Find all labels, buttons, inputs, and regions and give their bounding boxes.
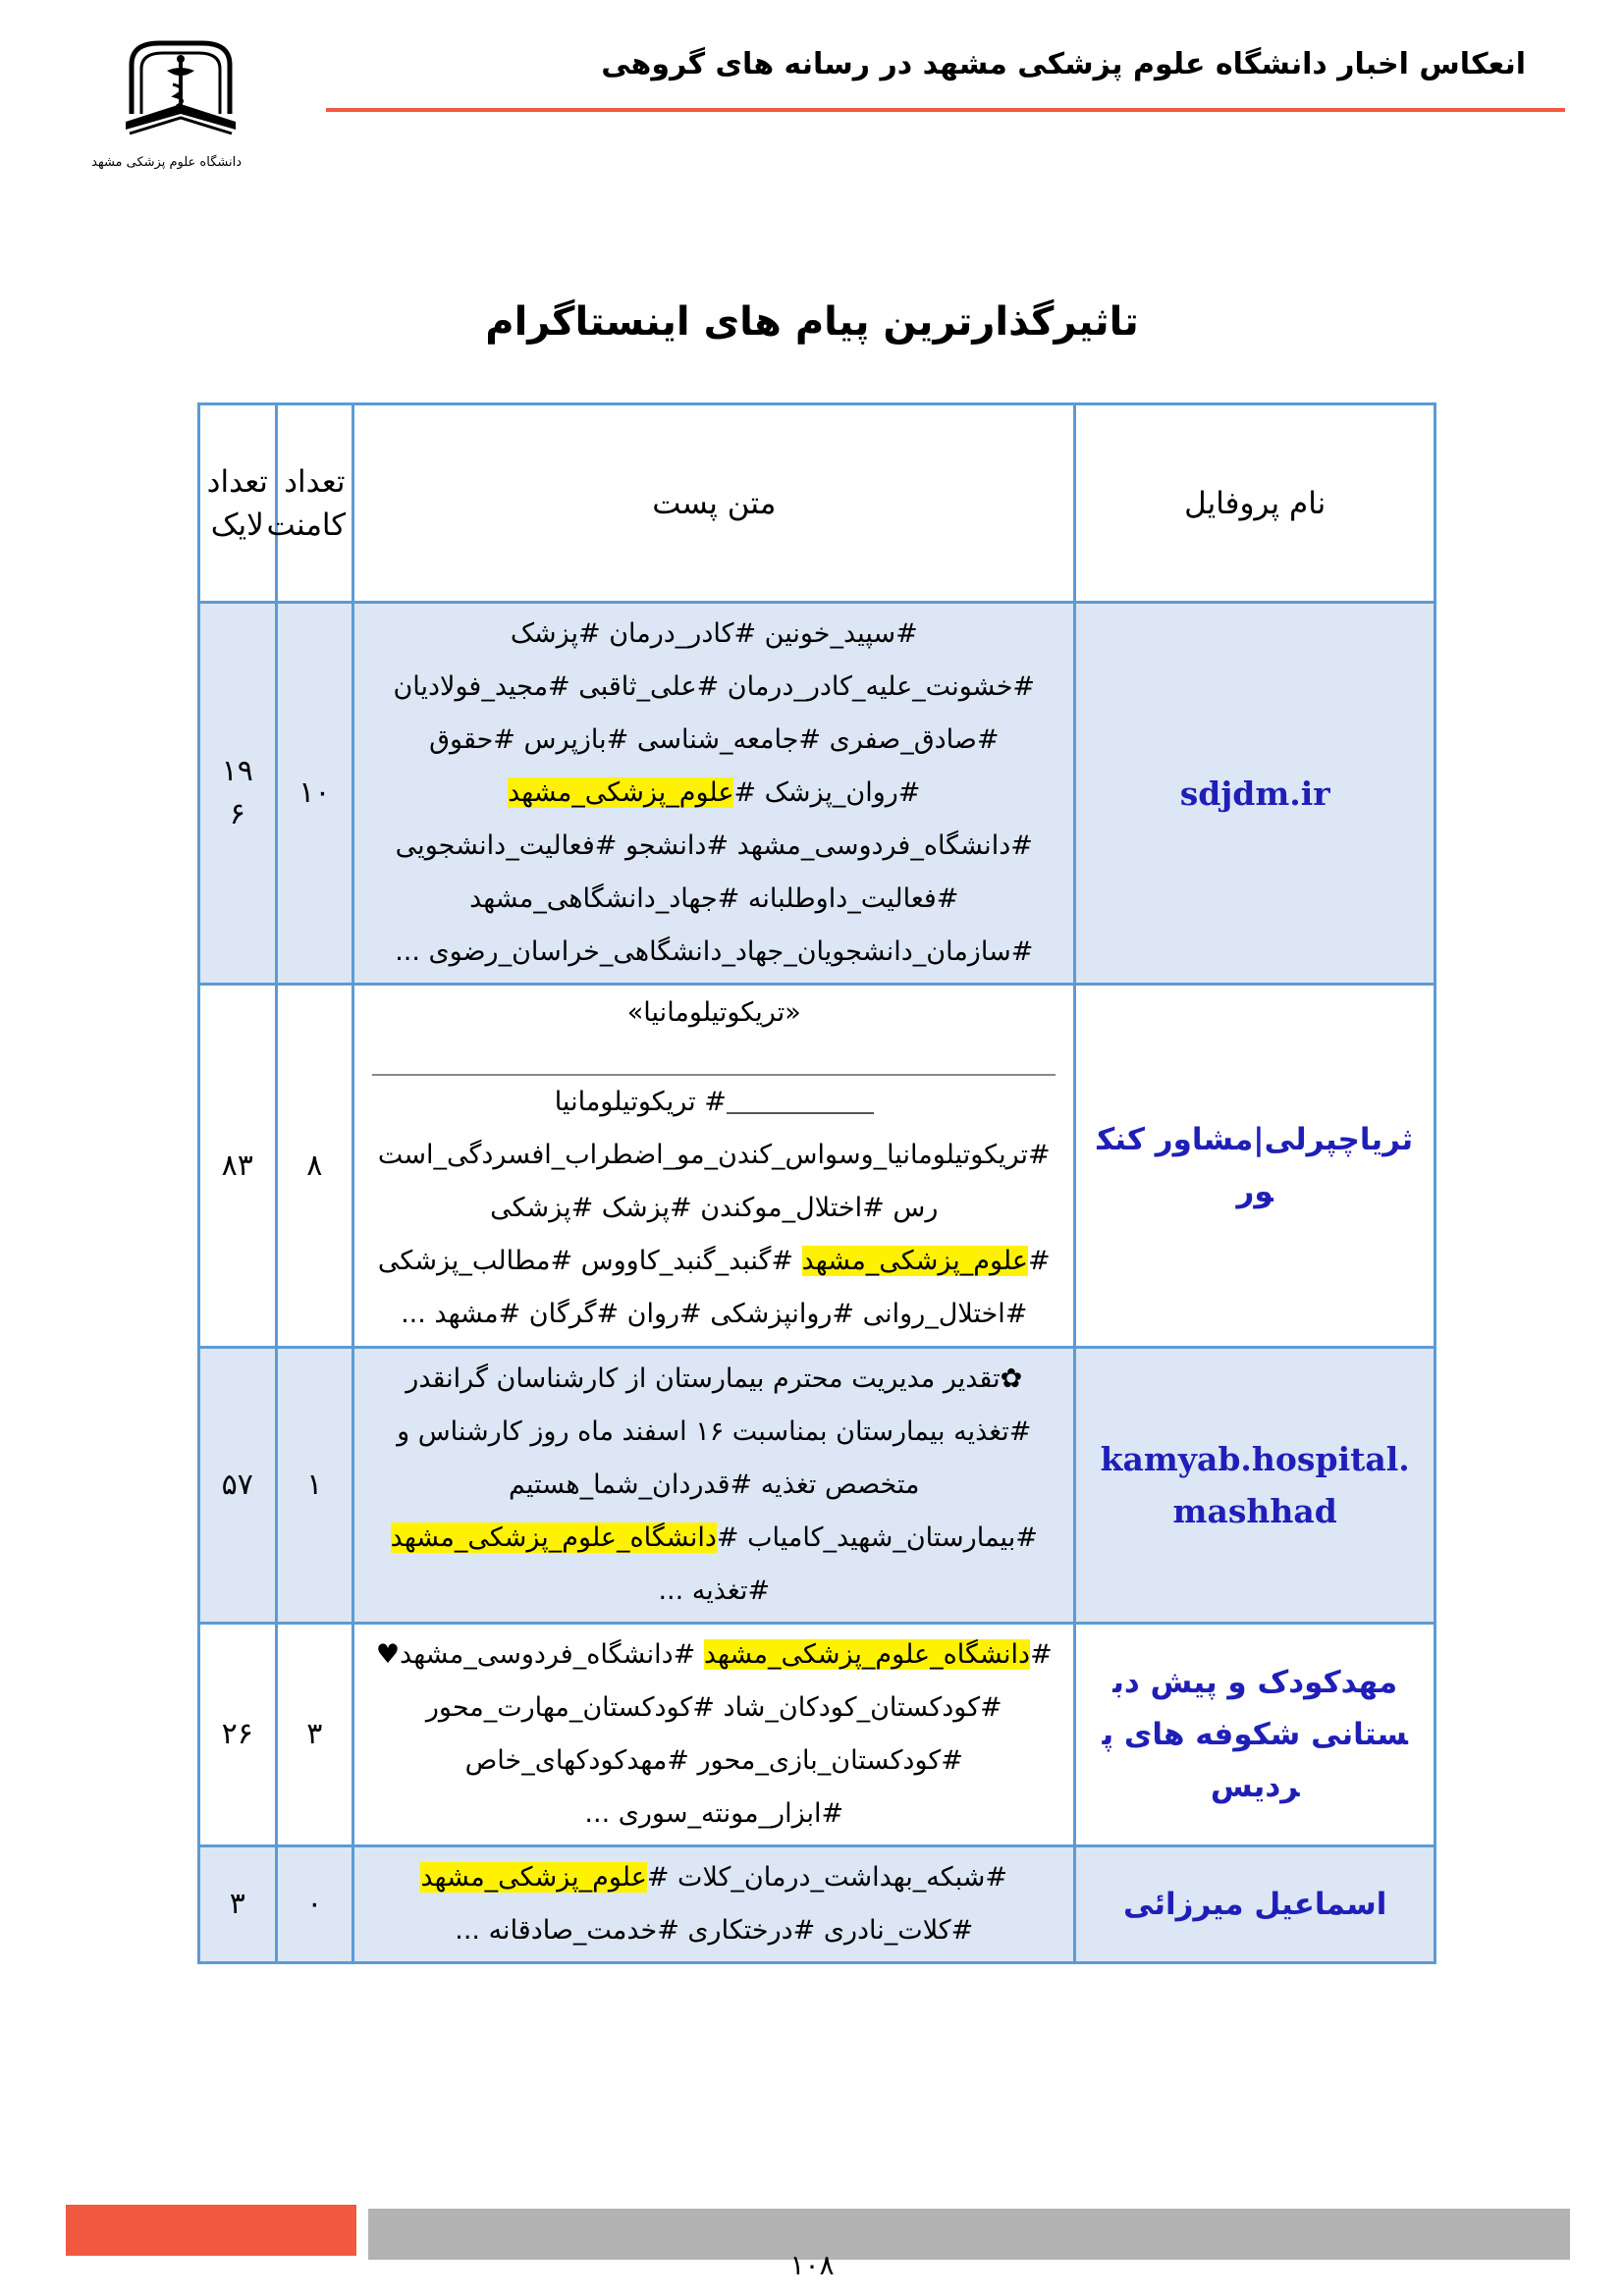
post-line: #کودکستان_کودکان_شاد #کودکستان_مهارت_محور	[425, 1692, 1002, 1723]
post-line: #فعالیت_داوطلبانه #جهاد_دانشگاهی_مشهد	[469, 883, 959, 914]
profile-name: ثریاچپرلی|مشاور کنکور	[1097, 1121, 1414, 1209]
logo-caption: دانشگاه علوم پزشکی مشهد	[91, 155, 242, 170]
logo-emblem-icon	[120, 35, 242, 163]
comment-count: ۰	[276, 1846, 353, 1963]
post-line: متخصص تغذیه #قدردان_شما_هستیم	[508, 1469, 920, 1500]
highlighted-hashtag: علوم_پزشکی_مشهد	[801, 1245, 1028, 1276]
highlighted-hashtag: دانشگاه_علوم_پزشکی_مشهد	[703, 1639, 1031, 1670]
post-text-cell	[353, 1348, 1075, 1624]
profile-name: مهدکودک و پیش دبستانی شکوفه های پردیس	[1102, 1664, 1408, 1804]
profile-name: kamyab.hospital.mashhad	[1100, 1440, 1410, 1530]
comment-count: ۱	[276, 1348, 353, 1624]
post-line: #بیمارستان_شهید_کامیاب #دانشگاه_علوم_پزشکی_مشهد	[390, 1522, 1038, 1553]
post-line: #سازمان_دانشجویان_جهاد_دانشگاهی_خراسان_رضوی ...	[395, 936, 1034, 967]
post-text-cell	[353, 985, 1075, 1348]
profile-cell	[1075, 1348, 1435, 1624]
profile-cell	[1075, 1624, 1435, 1846]
comment-count: ۳	[276, 1624, 353, 1846]
post-line: #سپید_خونین #کادر_درمان #پزشک	[510, 618, 918, 649]
column-header-comments: تعداد کامنت	[276, 404, 353, 603]
header-rule	[326, 108, 1565, 112]
separator-line	[372, 1035, 1056, 1076]
table-row	[199, 603, 1435, 985]
instagram-posts-table	[197, 402, 1436, 1964]
profile-cell	[1075, 1846, 1435, 1963]
profile-name: اسماعیل میرزائی	[1122, 1886, 1387, 1922]
like-count: ۱۹۶	[199, 603, 277, 985]
like-count: ۵۷	[199, 1348, 277, 1624]
post-line: #ابزار_مونته_سوری ...	[584, 1798, 844, 1829]
post-line: #تریکوتیلومانیا_وسواس_کندن_مو_اضطراب_افسردگی_است	[377, 1139, 1051, 1170]
post-line: #اختلال_روانی #روانپزشکی #روان #گرگان #مشهد ...	[401, 1298, 1028, 1329]
post-line: #صادق_صفری #جامعه_شناسی #بازپرس #حقوق	[429, 724, 1000, 755]
comment-count: ۸	[276, 985, 353, 1348]
table-row	[199, 985, 1435, 1348]
post-line: #دانشگاه_فردوسی_مشهد #دانشجو #فعالیت_دانشجویی	[395, 830, 1033, 861]
like-count: ۲۶	[199, 1624, 277, 1846]
post-line: #شبکه_بهداشت_درمان_کلات #علوم_پزشکی_مشهد	[420, 1862, 1008, 1893]
column-header-profile: نام پروفایل	[1075, 404, 1435, 603]
post-text-cell	[353, 1846, 1075, 1963]
like-count: ۸۳	[199, 985, 277, 1348]
post-line: # تریکوتیلومانیا	[372, 1076, 1056, 1129]
like-count: ۳	[199, 1846, 277, 1963]
post-line: #روان_پزشک #علوم_پزشکی_مشهد	[508, 777, 921, 808]
highlighted-hashtag: علوم_پزشکی_مشهد	[420, 1862, 647, 1893]
post-text-cell	[353, 603, 1075, 985]
post-line: #تغذیه ...	[658, 1575, 771, 1606]
page-number: ۱۰۸	[789, 2249, 835, 2281]
post-line: #تغذیه بیمارستان بمناسبت ۱۶ اسفند ماه روز کارشناس و	[397, 1416, 1032, 1447]
post-line: #علوم_پزشکی_مشهد #گنبد_گنبد_کاووس #مطالب_پزشکی	[377, 1245, 1051, 1276]
post-line: #کودکستان_بازی_محور #مهدکودکهای_خاص	[464, 1745, 963, 1776]
post-line: رس #اختلال_موکندن #پزشک #پزشکی	[490, 1192, 939, 1223]
comment-count: ۱۰	[276, 603, 353, 985]
post-line: #دانشگاه_علوم_پزشکی_مشهد #دانشگاه_فردوسی_مشهد♥	[375, 1639, 1053, 1670]
table-header-row	[199, 404, 1435, 603]
table-row	[199, 1624, 1435, 1846]
post-line: «تریکوتیلومانیا»	[626, 996, 801, 1028]
column-header-text: متن پست	[353, 404, 1075, 603]
post-line: #کلات_نادری #درختکاری #خدمت_صادقانه ...	[455, 1915, 974, 1946]
post-line: #خشونت_علیه_کادر_درمان #علی_ثاقبی #مجید_فولادیان	[393, 671, 1036, 702]
short-rule	[727, 1091, 874, 1114]
profile-name: sdjdm.ir	[1179, 774, 1330, 813]
page-heading: تاثیرگذارترین پیام های اینستاگرام	[485, 299, 1139, 345]
profile-cell	[1075, 985, 1435, 1348]
profile-cell	[1075, 603, 1435, 985]
header-title: انعکاس اخبار دانشگاه علوم پزشکی مشهد در رسانه های گروهی	[601, 47, 1526, 81]
post-line: ✿تقدیر مدیریت محترم بیمارستان از کارشناسان گرانقدر	[406, 1363, 1023, 1394]
post-text-cell	[353, 1624, 1075, 1846]
column-header-likes: تعداد لایک	[199, 404, 277, 603]
table-row	[199, 1348, 1435, 1624]
highlighted-hashtag: دانشگاه_علوم_پزشکی_مشهد	[390, 1522, 717, 1553]
highlighted-hashtag: علوم_پزشکی_مشهد	[508, 777, 734, 808]
table-row	[199, 1846, 1435, 1963]
university-logo	[91, 35, 242, 170]
